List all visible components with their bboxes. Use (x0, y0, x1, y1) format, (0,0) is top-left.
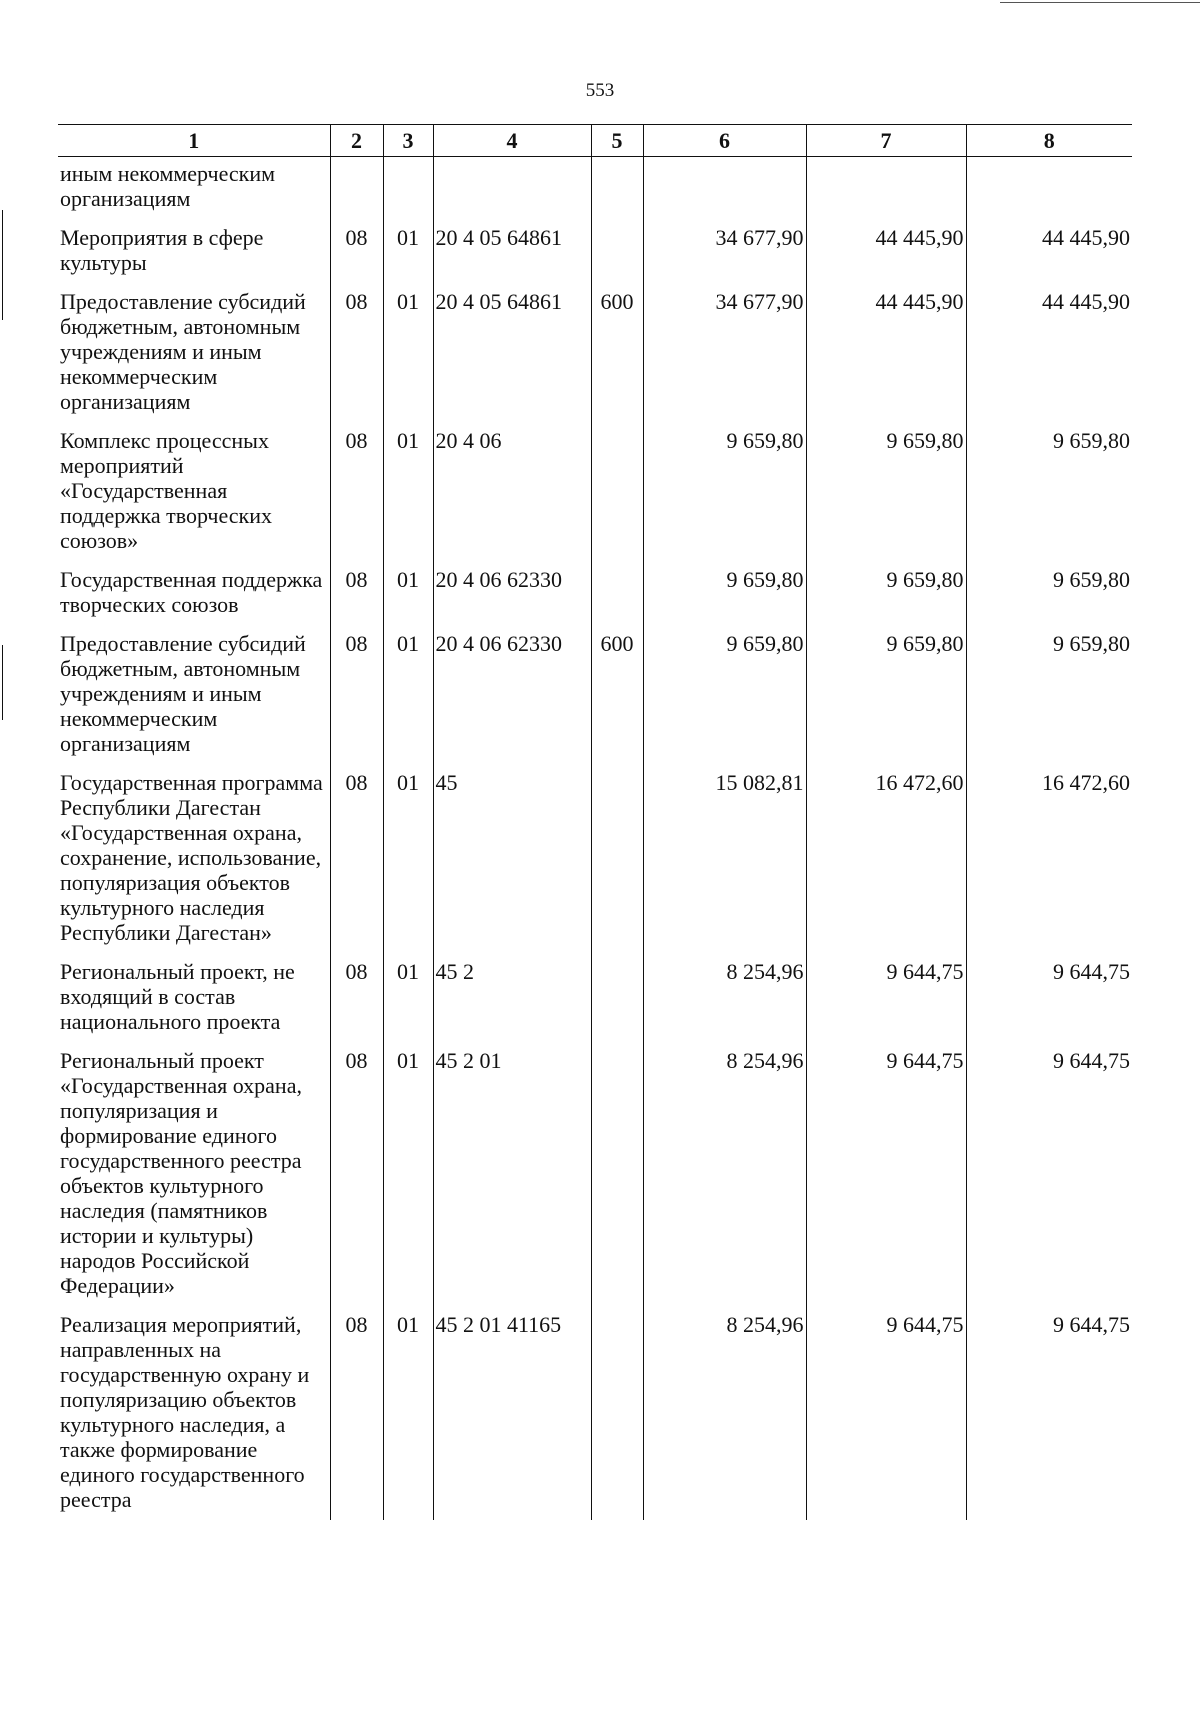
section-code: 08 (330, 770, 383, 959)
col-header-6: 6 (643, 125, 806, 157)
amount-col-8: 9 659,80 (966, 428, 1132, 567)
subsection-code: 01 (383, 567, 433, 631)
target-article-code: 20 4 05 64861 (433, 289, 591, 428)
amount-col-8: 44 445,90 (966, 225, 1132, 289)
row-name: Предоставление субсидий бюджетным, автономным учреждениям и иным некоммерческим организациям (60, 631, 306, 756)
table-row (58, 225, 1132, 289)
amount-col-6: 15 082,81 (643, 770, 806, 959)
col-header-5: 5 (591, 125, 643, 157)
target-article-code: 45 (433, 770, 591, 959)
target-article-code: 45 2 (433, 959, 591, 1048)
amount-col-7: 44 445,90 (806, 225, 966, 289)
row-name: Государственная поддержка творческих союзов (60, 567, 323, 617)
row-name: Региональный проект, не входящий в состав национального проекта (60, 959, 295, 1034)
col-header-7: 7 (806, 125, 966, 157)
amount-col-7: 9 644,75 (806, 959, 966, 1048)
row-name: Государственная программа Республики Дагестан «Государственная охрана, сохранение, использование, популяризация объектов культурного наследия Республики Дагестан» (60, 770, 323, 945)
amount-col-7: 9 644,75 (806, 1048, 966, 1312)
section-code: 08 (330, 567, 383, 631)
amount-col-8: 9 659,80 (966, 631, 1132, 770)
table-row (58, 157, 1132, 226)
subsection-code: 01 (383, 225, 433, 289)
row-name: Предоставление субсидий бюджетным, автономным учреждениям и иным некоммерческим организациям (60, 289, 306, 414)
amount-col-8: 9 644,75 (966, 1048, 1132, 1312)
amount-col-6: 8 254,96 (643, 1312, 806, 1520)
subsection-code (383, 157, 433, 226)
table-row (58, 959, 1132, 1048)
table-row (58, 289, 1132, 428)
table-row (58, 567, 1132, 631)
section-code: 08 (330, 1312, 383, 1520)
margin-mark (2, 645, 3, 720)
amount-col-6: 34 677,90 (643, 289, 806, 428)
amount-col-8: 44 445,90 (966, 289, 1132, 428)
target-article-code (433, 157, 591, 226)
target-article-code: 20 4 06 62330 (433, 631, 591, 770)
table-row (58, 1048, 1132, 1312)
subsection-code: 01 (383, 770, 433, 959)
col-header-8: 8 (966, 125, 1132, 157)
top-rule (1000, 2, 1200, 3)
margin-mark (2, 210, 3, 320)
target-article-code: 45 2 01 (433, 1048, 591, 1312)
subsection-code: 01 (383, 428, 433, 567)
section-code: 08 (330, 631, 383, 770)
target-article-code: 20 4 05 64861 (433, 225, 591, 289)
expense-type-code (591, 157, 643, 226)
amount-col-6: 8 254,96 (643, 959, 806, 1048)
expense-type-code (591, 1312, 643, 1520)
amount-col-7: 9 644,75 (806, 1312, 966, 1520)
expense-type-code (591, 959, 643, 1048)
section-code: 08 (330, 959, 383, 1048)
row-name: Комплекс процессных мероприятий «Государственная поддержка творческих союзов» (60, 428, 273, 553)
page-number: 553 (585, 80, 615, 101)
target-article-code: 45 2 01 41165 (433, 1312, 591, 1520)
amount-col-7: 9 659,80 (806, 428, 966, 567)
expense-type-code (591, 770, 643, 959)
subsection-code: 01 (383, 289, 433, 428)
target-article-code: 20 4 06 (433, 428, 591, 567)
expense-type-code (591, 567, 643, 631)
amount-col-6: 34 677,90 (643, 225, 806, 289)
amount-col-6: 9 659,80 (643, 428, 806, 567)
table-row (58, 1312, 1132, 1520)
amount-col-7: 9 659,80 (806, 567, 966, 631)
amount-col-8: 9 659,80 (966, 567, 1132, 631)
section-code: 08 (330, 289, 383, 428)
section-code: 08 (330, 225, 383, 289)
amount-col-6: 8 254,96 (643, 1048, 806, 1312)
amount-col-8: 16 472,60 (966, 770, 1132, 959)
table-row (58, 428, 1132, 567)
amount-col-7: 9 659,80 (806, 631, 966, 770)
amount-col-7: 44 445,90 (806, 289, 966, 428)
amount-col-8: 9 644,75 (966, 1312, 1132, 1520)
section-code: 08 (330, 1048, 383, 1312)
budget-table (58, 124, 1132, 1520)
expense-type-code (591, 1048, 643, 1312)
expense-type-code (591, 225, 643, 289)
amount-col-6 (643, 157, 806, 226)
expense-type-code (591, 428, 643, 567)
row-name: Мероприятия в сфере культуры (60, 225, 264, 275)
row-name: Реализация мероприятий, направленных на государственную охрану и популяризацию объектов культурного наследия, а также формирование единого государственного реестра (60, 1312, 310, 1512)
amount-col-6: 9 659,80 (643, 567, 806, 631)
section-code: 08 (330, 428, 383, 567)
expense-type-code: 600 (591, 289, 643, 428)
col-header-2: 2 (330, 125, 383, 157)
amount-col-6: 9 659,80 (643, 631, 806, 770)
col-header-4: 4 (433, 125, 591, 157)
amount-col-7 (806, 157, 966, 226)
subsection-code: 01 (383, 1048, 433, 1312)
row-name: иным некоммерческим организациям (60, 161, 276, 211)
amount-col-8 (966, 157, 1132, 226)
amount-col-7: 16 472,60 (806, 770, 966, 959)
expense-type-code: 600 (591, 631, 643, 770)
table-row (58, 631, 1132, 770)
col-header-1: 1 (58, 125, 330, 157)
table-row (58, 770, 1132, 959)
section-code (330, 157, 383, 226)
subsection-code: 01 (383, 631, 433, 770)
subsection-code: 01 (383, 1312, 433, 1520)
target-article-code: 20 4 06 62330 (433, 567, 591, 631)
amount-col-8: 9 644,75 (966, 959, 1132, 1048)
row-name: Региональный проект «Государственная охрана, популяризация и формирование единого государственного реестра объектов культурного наследия (памятников истории и культуры) народов Российской Федерации» (60, 1048, 302, 1298)
col-header-3: 3 (383, 125, 433, 157)
header-row (58, 125, 1132, 157)
subsection-code: 01 (383, 959, 433, 1048)
